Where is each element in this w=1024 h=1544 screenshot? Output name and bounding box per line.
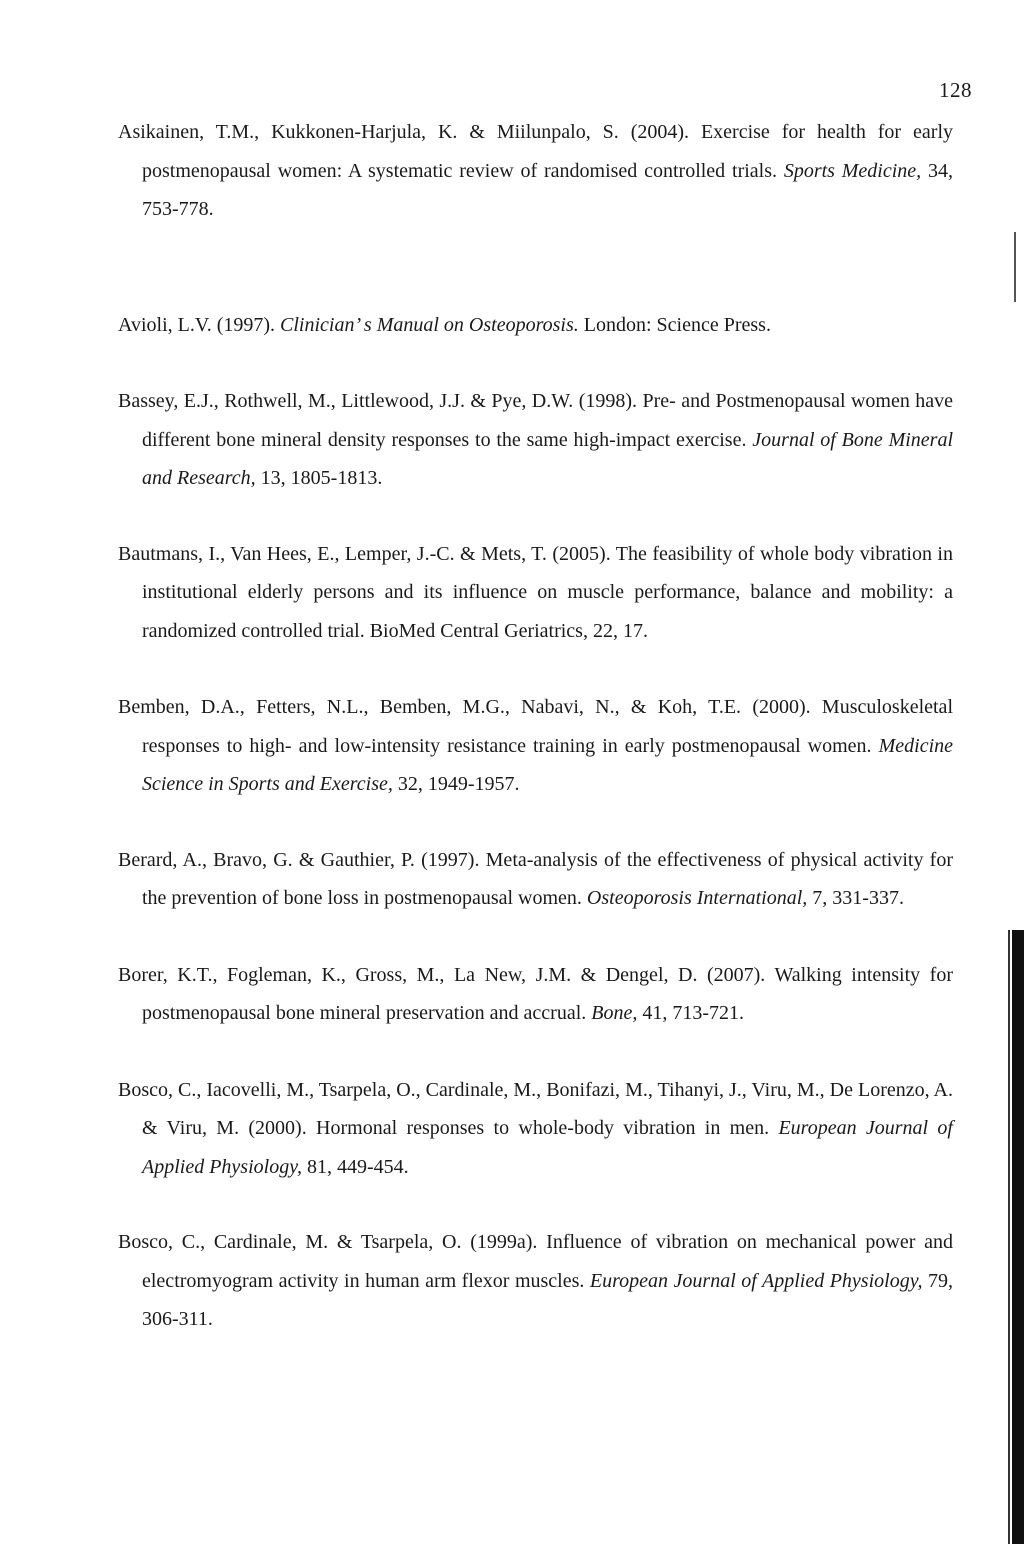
reference-source: Journal of Bone Mineral and Research, (142, 428, 953, 489)
reference-authors: Bosco, C., Cardinale, M. & Tsarpela, O. (1999a). Influence of vibration on mechanical power and electromyogram activity in human arm flexor muscles. (118, 1231, 953, 1292)
reference-entry (118, 1071, 953, 1187)
reference-source: Medicine Science in Sports and Exercise, (142, 734, 953, 795)
scan-border (1012, 930, 1024, 1544)
reference-authors: Bautmans, I., Van Hees, E., Lemper, J.-C. & Mets, T. (2005). The feasibility of whole body vibration in institutional elderly persons and its influence on muscle performance, balance and mobility: a randomized controlled trial. BioMed Central Geriatrics, 22, 17. (118, 542, 953, 642)
reference-source: European Journal of Applied Physiology, (142, 1117, 953, 1178)
reference-citation: 79, 306-311. (142, 1269, 953, 1330)
reference-entry (118, 956, 953, 1033)
reference-authors: Bassey, E.J., Rothwell, M., Littlewood, J.J. & Pye, D.W. (1998). Pre- and Postmenopausal women have different bone mineral density responses to the same high-impact exercise. (118, 390, 953, 451)
reference-source: Bone, (591, 1002, 638, 1024)
reference-citation: 41, 713-721. (637, 1002, 745, 1024)
reference-entry (118, 1223, 953, 1339)
reference-entry (118, 306, 953, 345)
reference-source: Osteoporosis International, (586, 887, 808, 909)
reference-source: Sports Medicine, (783, 159, 922, 182)
reference-authors: Bemben, D.A., Fetters, N.L., Bemben, M.G., Nabavi, N., & Koh, T.E. (2000). Musculoskeletal responses to high- and low-intensity resistance training in early postmenopausal women. (118, 696, 953, 757)
reference-citation: 34, 753-778. (142, 159, 954, 220)
reference-authors: Berard, A., Bravo, G. & Gauthier, P. (1997). Meta-analysis of the effectiveness of physical activity for the prevention of bone loss in postmenopausal women. (118, 848, 953, 909)
reference-citation: 81, 449-454. (301, 1155, 409, 1178)
reference-citation: 7, 331-337. (807, 887, 904, 909)
reference-list (118, 113, 953, 1339)
reference-citation: London: Science Press. (578, 313, 771, 336)
reference-source: Clinician’ s Manual on Osteoporosis. (280, 313, 579, 336)
reference-entry (118, 113, 953, 229)
scan-artifact (1008, 930, 1010, 1544)
reference-authors: Bosco, C., Iacovelli, M., Tsarpela, O., Cardinale, M., Bonifazi, M., Tihanyi, J., Viru, M., De Lorenzo, A. & Viru, M. (2000). Hormonal responses to whole-body vibration in men. (118, 1078, 953, 1139)
reference-entry (118, 535, 953, 651)
reference-authors: Borer, K.T., Fogleman, K., Gross, M., La New, J.M. & Dengel, D. (2007). Walking intensity for postmenopausal bone mineral preservation and accrual. (118, 963, 953, 1024)
reference-source: European Journal of Applied Physiology, (589, 1269, 923, 1292)
scan-artifact (1014, 232, 1016, 302)
reference-entry (118, 841, 953, 918)
reference-authors: Avioli, L.V. (1997). (118, 313, 281, 336)
reference-entry (118, 382, 953, 498)
reference-citation: 32, 1949-1957. (392, 773, 520, 795)
page-number: 128 (939, 78, 972, 102)
reference-entry (118, 688, 953, 804)
reference-citation: 13, 1805-1813. (255, 467, 383, 489)
reference-authors: Asikainen, T.M., Kukkonen-Harjula, K. & Miilunpalo, S. (2004). Exercise for health for early postmenopausal women: A systematic review of randomised controlled trials. (118, 121, 953, 182)
